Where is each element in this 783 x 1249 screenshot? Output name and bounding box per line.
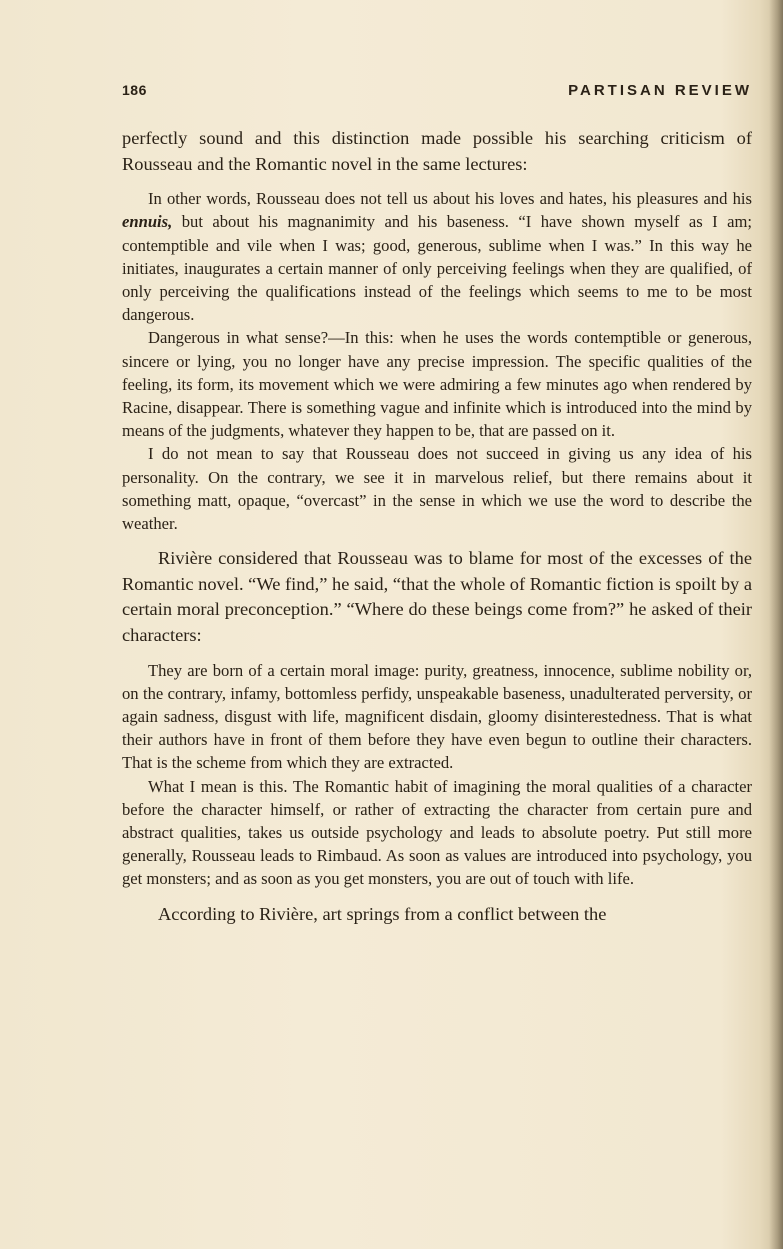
quote-1-paragraph-1 — [122, 187, 752, 326]
paragraph-3: According to Rivière, art springs from a conflict between the — [158, 903, 607, 924]
running-head: PARTISAN REVIEW — [568, 82, 752, 99]
paragraph-2: Rivière considered that Rousseau was to blame for most of the excesses of the Romantic novel. “We find,” he said, “that the whole of Romantic fiction is spoilt by a certain moral preconception.” “Where do these beings come from?” he asked of their characters: — [122, 548, 752, 646]
book-spine-shadow — [769, 0, 783, 1249]
quote-2-paragraph-1: They are born of a certain moral image: purity, greatness, innocence, sublime nobility or, on the contrary, infamy, bottomless perfidy, unspeakable baseness, unadulterated perversity, or again sadness, disgust with life, magnificent disdain, gloomy disinterestedness. That is what their authors have in front of them before they have even begun to outline their characters. That is the scheme from which they are extracted. — [122, 660, 752, 773]
paragraph-1: perfectly sound and this distinction made possible his searching criticism of Rousseau and the Romantic novel in the same lectures: — [122, 128, 752, 174]
page-number: 186 — [122, 82, 147, 98]
page-body — [122, 126, 752, 927]
page-header — [122, 82, 752, 104]
quote-2-paragraph-2: What I mean is this. The Romantic habit of imagining the moral qualities of a character before the character himself, or rather of extracting the character from certain pure and abstract qualities, takes us outside psychology and leads to absolute poetry. Put still more generally, Rousseau leads to Rimbaud. As soon as values are introduced into psychology, you get monsters; and as soon as you get monsters, you are out of touch with life. — [122, 776, 752, 889]
quote-1-paragraph-3: I do not mean to say that Rousseau does not succeed in giving us any idea of his personality. On the contrary, we see it in marvelous relief, but there remains about it something matt, opaque, “overcast” in the sense in which we use the word to describe the weather. — [122, 444, 752, 534]
quote-1-text-after: but about his magnanimity and his baseness. “I have shown myself as I am; contemptible and vile when I was; good, generous, sublime when I was.” In this way he initiates, inaugurates a certain manner of only perceiving feelings when they are qualified, of only perceiving the qualifications instead of the feelings which seems to me to be most dangerous. — [122, 212, 752, 325]
quote-1-italic-word: ennuis, — [122, 212, 173, 232]
quote-1-text-before: In other words, Rousseau does not tell us about his loves and hates, his pleasures and his — [148, 189, 752, 209]
block-quote-2 — [122, 659, 752, 891]
quote-1-paragraph-2: Dangerous in what sense?—In this: when he uses the words contemptible or generous, sincere or lying, you no longer have any precise impression. The specific qualities of the feeling, its form, its movement which we were admiring a few minutes ago when rendered by Racine, disappear. There is something vague and infinite which is introduced into the mind by means of the judgments, whatever they happen to be, that are passed on it. — [122, 328, 752, 441]
block-quote-1 — [122, 187, 752, 535]
